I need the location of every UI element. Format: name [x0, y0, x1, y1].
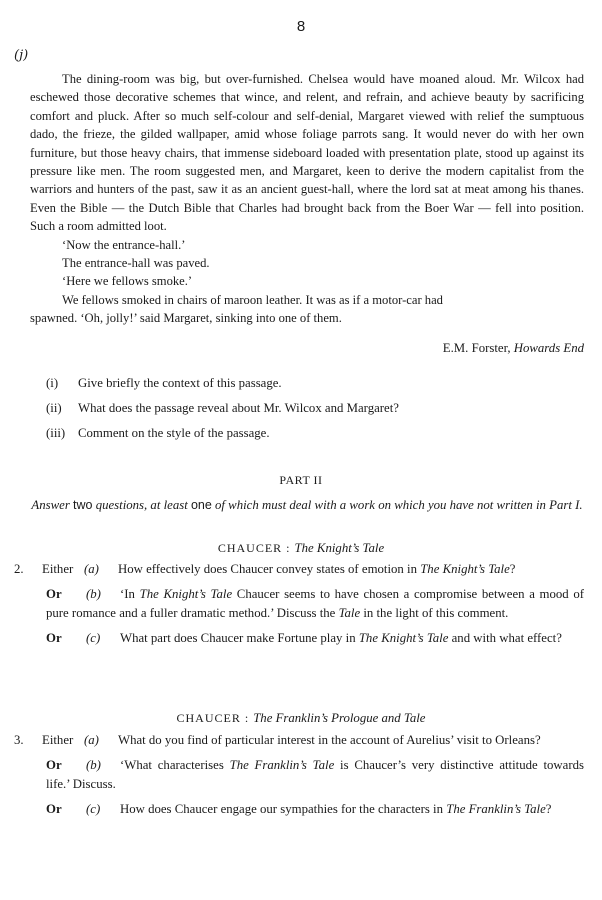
attribution [443, 341, 584, 356]
passage-line: ‘Now the entrance-hall.’ [62, 237, 186, 252]
question-item [46, 426, 399, 451]
section-author: CHAUCER : [176, 711, 254, 725]
work-title: The Franklin’s Tale [446, 802, 546, 816]
work-title: The Franklin’s Tale [229, 758, 335, 772]
subquestion-label: (c) [86, 631, 101, 645]
page-number: 8 [296, 18, 306, 35]
either-label: Either [42, 562, 74, 576]
question-text: ‘In [120, 587, 140, 601]
question-text: is Chaucer’s very distinctive attitude towards life.’ Discuss. [46, 758, 584, 791]
question-text: ? [509, 562, 516, 576]
subquestion-label: (a) [84, 733, 99, 747]
or-label: Or [46, 587, 62, 601]
question-item [46, 401, 399, 426]
passage-line: The entrance-hall was paved. [62, 256, 210, 271]
subquestion-label: (b) [86, 587, 101, 601]
question-text: and with what effect? [448, 631, 562, 645]
question-text: How does Chaucer engage our sympathies for the characters in [120, 802, 447, 816]
question-text: How effectively does Chaucer convey states of emotion in [118, 562, 421, 576]
question-number: 2. [14, 562, 24, 576]
section-title: The Franklin’s Prologue and Tale [253, 711, 426, 725]
part-heading: PART II [279, 473, 323, 487]
instr-text: Answer [31, 498, 70, 512]
question-text: Comment on the style of the passage. [78, 426, 270, 440]
question-text: ? [545, 802, 552, 816]
instr-text: of which must deal with a work on which you have not written in Part I. [215, 498, 583, 512]
question-3c [14, 800, 584, 819]
extract-questions [46, 376, 399, 451]
question-3b [14, 756, 584, 794]
question-text: ‘What characterises [120, 758, 230, 772]
passage-line: We fellows smoked in chairs of maroon leather. It was as if a motor-car had [62, 292, 443, 307]
question-text: What does the passage reveal about Mr. Wilcox and Margaret? [78, 401, 399, 415]
question-text: Chaucer seems to have chosen a compromise between a mood of pure romance and a fuller dramatic method.’ Discuss the [46, 587, 585, 620]
subquestion-label: (a) [84, 562, 99, 576]
question-text: Give briefly the context of this passage. [78, 376, 282, 390]
instr-text: questions, at least [95, 498, 188, 512]
instr-emphasis: two [73, 498, 93, 512]
passage-line: spawned. ‘Oh, jolly!’ said Margaret, sinking into one of them. [30, 311, 342, 326]
work-title: The Knight’s Tale [139, 587, 233, 601]
question-2c [14, 629, 584, 648]
question-item [46, 376, 399, 401]
question-3a [14, 731, 584, 750]
attribution-work: Howards End [513, 341, 584, 355]
work-title: The Knight’s Tale [358, 631, 449, 645]
question-number: (ii) [46, 401, 62, 415]
question-text: What do you find of particular interest in the account of Aurelius’ visit to Orleans? [118, 733, 541, 747]
work-title: Tale [338, 606, 361, 620]
attribution-author: E.M. Forster, [442, 341, 514, 355]
question-text: What part does Chaucer make Fortune play in [120, 631, 359, 645]
subquestion-label: (c) [86, 802, 101, 816]
subquestion-label: (b) [86, 758, 101, 772]
work-title: The Knight’s Tale [420, 562, 510, 576]
question-2 [14, 560, 584, 654]
section-author: CHAUCER : [217, 541, 295, 555]
passage-line: ‘Here we fellows smoke.’ [62, 274, 193, 289]
part-instructions [30, 496, 584, 514]
either-label: Either [42, 733, 74, 747]
question-2b [14, 585, 584, 623]
or-label: Or [46, 802, 62, 816]
section-label: (j) [14, 48, 29, 63]
extract-passage [30, 70, 584, 328]
section-title: The Knight’s Tale [294, 541, 385, 555]
passage-paragraph: The dining-room was big, but over-furnished. Chelsea would have moaned aloud. Mr. Wilcox had eschewed those decorative schemes that wince, and relent, and refrain, and achieve beauty by sacrificing comfort and pluck. After so much self-colour and self-denial, Margaret viewed with relief the sumptuous dado, the frieze, the gilded wallpaper, amid whose foliage parrots sang. It would never do with her own furniture, but those heavy chairs, that immense sideboard loaded with presentation plate, stood up against its pressure like men. The room suggested men, and Margaret, keen to derive the modern capitalist from the warriors and hunters of the past, saw it as an ancient guest-hall, where the lord sat at meat among his thanes. Even the Bible — the Dutch Bible that Charles had brought back from the Boer War — fell into position. Such a room admitted loot. [30, 72, 584, 234]
question-3 [14, 731, 584, 825]
or-label: Or [46, 758, 62, 772]
section-heading-franklins-tale [0, 711, 602, 726]
instr-emphasis: one [190, 498, 212, 512]
question-number: 3. [14, 733, 24, 747]
question-number: (i) [46, 376, 59, 390]
question-2a [14, 560, 584, 579]
section-heading-knights-tale [0, 541, 602, 556]
question-number: (iii) [46, 426, 66, 440]
or-label: Or [46, 631, 62, 645]
question-text: in the light of this comment. [360, 606, 509, 620]
